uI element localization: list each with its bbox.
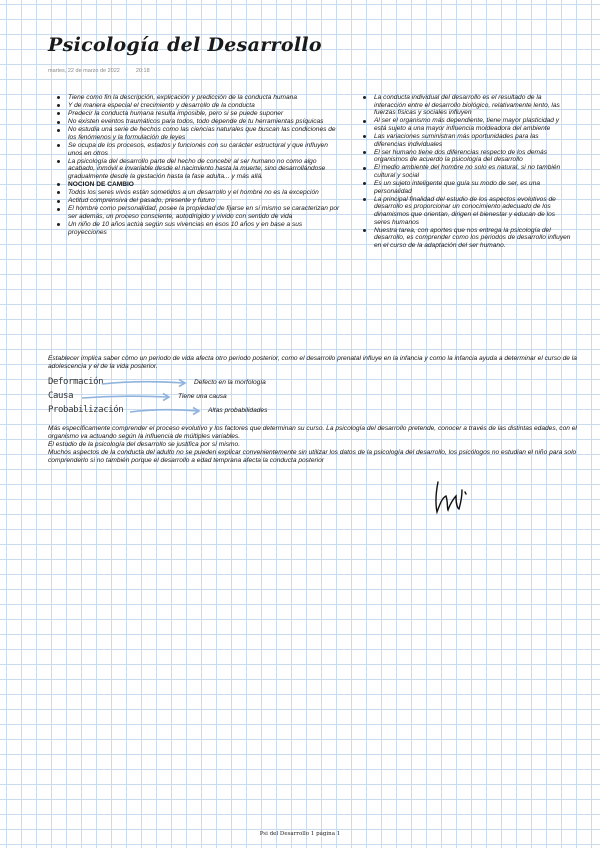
list-item: La psicología del desarrollo parte del hecho de concebir al ser humano no como algo acabado, inmóvil e invariable desde el nacimiento hasta la muerte, sino desarrollándose gradualmente desde la gestación hasta la fase adulta... y más allá.: [52, 158, 340, 181]
list-item: El medio ambiente del hombre no solo es natural, si no también cultural y social: [358, 164, 572, 179]
list-item: La conducta individual del desarrollo es el resultado de la interacción entre el desarrollo biológico, relativamente lento, las fuerzas físicas y sociales influyen: [358, 94, 572, 117]
list-item: Todos los seres vivos están sometidos a un desarrollo y el hombre no es la excepción: [52, 189, 340, 197]
note-datetime: [48, 68, 150, 74]
note-time: 20:18: [135, 68, 150, 74]
list-item: El ser humano tiene dos diferencias respecto de los demás organismos de acuerdo la psicología del desarrollo: [358, 149, 572, 164]
list-item: Tiene como fin la descripción, explicación y predicción de la conducta humana: [52, 94, 340, 102]
list-item: El hombre como personalidad, posee la propiedad de fijarse en sí mismo se caracterizan por ser además, un proceso consciente, autodirigido y vivido con sentido de vida: [52, 205, 340, 220]
term-row: [48, 377, 278, 389]
arrow-right-icon: [128, 406, 204, 416]
closing-paragraph: Muchos aspectos de la conducta del adulto no se pueden explicar convenientemente sin utilizar los datos de la psicología del desarrollo, los psicólogos no estudian el niño para solo comprenderlo si no también porque el desarrollo a edad temprana afecta la conducta posterior: [48, 449, 577, 464]
list-item: Es un sujeto inteligente que guía su modo de ser, es una personalidad: [358, 180, 572, 195]
arrow-right-icon: [80, 392, 174, 402]
list-item: Y de manera especial el crecimiento y desarrollo de la conducta: [52, 102, 340, 110]
term-row: [48, 391, 278, 403]
left-bullet-list: [52, 94, 340, 237]
term-description: Defecto en la morfología: [194, 379, 266, 386]
list-item: Al ser el organismo más dependiente, tiene mayor plasticidad y está sujeto a una mayor influencia moldeadora del ambiente: [358, 117, 572, 132]
list-item: Un niño de 10 años actúa según sus vivencias en esos 10 años y en base a sus proyecciones: [52, 221, 340, 236]
list-item: No existen eventos traumáticos para todos, todo depende de tu herramientas psíquicas: [52, 118, 340, 126]
list-item: La principal finalidad del estudio de los aspectos evolutivos de desarrollo es proporcionar un conocimiento adecuado de los dinamismos que orientan, dirigen el bienestar y educan de los seres humanos: [358, 196, 572, 226]
arrow-right-icon: [100, 378, 190, 388]
list-item: Las variaciones suministran más oportunidades para las diferencias individuales: [358, 133, 572, 148]
intro-paragraph: Establecer implica saber cómo un periodo de vida afecta otro periodo posterior, como el desarrollo prenatal influye en la infancia y como la infancia ayuda a determinar el curso de la adolescencia y el de la vida posterior.: [48, 355, 577, 370]
right-bullet-list: [358, 94, 572, 250]
term-description: Altas probabilidades: [208, 407, 268, 414]
term-label: Probabilización: [48, 405, 124, 415]
note-date: martes, 22 de marzo de 2022: [48, 68, 120, 74]
list-item: No estudia una serie de hechos como las ciencias naturales que buscan las condiciones de los fenómenos y la formulación de leyes: [52, 126, 340, 141]
term-label: Causa: [48, 391, 74, 401]
closing-paragraph: El estudio de la psicología del desarrollo se justifica por sí mismo.: [48, 441, 241, 448]
list-item: Actitud comprensiva del pasado, presente y futuro: [52, 197, 340, 205]
term-row: [48, 405, 278, 417]
list-item: Nuestra tarea, con aportes que nos entrega la psicología del desarrollo, es comprender como los periodos de desarrollo influyen en el curso de la adaptación del ser humano.: [358, 227, 572, 250]
closing-paragraph: Más específicamente comprender el proceso evolutivo y los factores que determinan su curso. La psicología del desarrollo pretende, conocer a través de las distintas edades, con el organismo va actuando según la influencia de múltiples variables.: [48, 425, 577, 440]
list-item-heading: NOCION DE CAMBIO: [52, 181, 340, 189]
term-description: Tiene una causa: [178, 393, 227, 400]
term-label: Deformación: [48, 377, 104, 387]
list-item: Se ocupa de los procesos, estados y funciones con su carácter estructural y que influyen unos en otros: [52, 142, 340, 157]
page-title: Psicología del Desarrollo: [48, 34, 322, 56]
page-footer: Psi del Desarrollo 1 página 1: [259, 831, 341, 837]
handwritten-signature: [432, 480, 472, 516]
list-item: Predecir la conducta humana resulta imposible, pero si se puede suponer: [52, 110, 340, 118]
